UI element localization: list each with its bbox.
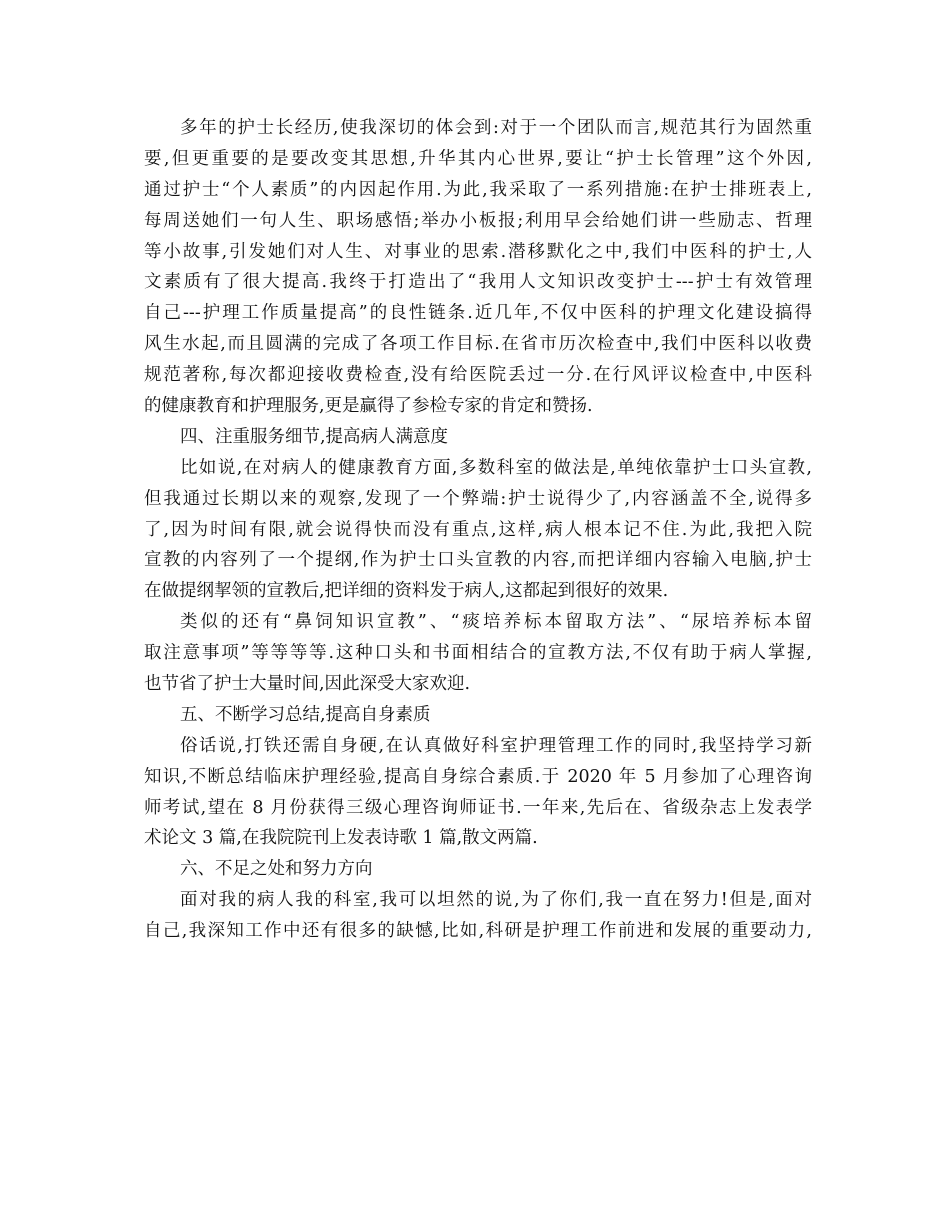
text-line: 但我通过长期以来的观察,发现了一个弊端:护士说得少了,内容涵盖不全,说得多: [144, 488, 812, 509]
text-line: 也节省了护士大量时间,因此深受大家欢迎.: [144, 674, 471, 695]
text-line: 宣教的内容列了一个提纲,作为护士口头宣教的内容,而把详细内容输入电脑,护士: [144, 550, 812, 571]
text-line: 术论文 3 篇,在我院院刊上发表诗歌 1 篇,散文两篇.: [144, 828, 538, 849]
text-line: 风生水起,而且圆满的完成了各项工作目标.在省市历次检查中,我们中医科以收费: [144, 334, 812, 355]
text-line: 俗话说,打铁还需自身硬,在认真做好科室护理管理工作的同时,我坚持学习新: [180, 735, 812, 756]
text-line: 知识,不断总结临床护理经验,提高自身综合素质.于 2020 年 5 月参加了心理咨询: [144, 766, 812, 787]
text-line: 比如说,在对病人的健康教育方面,多数科室的做法是,单纯依靠护士口头宣教,: [180, 457, 812, 478]
text-line: 类似的还有“鼻饲知识宣教”、“痰培养标本留取方法”、“尿培养标本留: [180, 612, 812, 633]
text-line: 通过护士“个人素质”的内因起作用.为此,我采取了一系列措施:在护士排班表上,: [144, 179, 812, 200]
text-line: 取注意事项”等等等等.这种口头和书面相结合的宣教方法,不仅有助于病人掌握,: [144, 643, 812, 664]
text-line: 的健康教育和护理服务,更是赢得了参检专家的肯定和赞扬.: [144, 396, 593, 417]
text-line: 要,但更重要的是要改变其思想,升华其内心世界,要让“护士长管理”这个外因,: [144, 148, 812, 169]
text-line: 在做提纲挈领的宣教后,把详细的资料发于病人,这都起到很好的效果.: [144, 581, 669, 602]
text-line: 自己---护理工作质量提高”的良性链条.近几年,不仅中医科的护理文化建设搞得: [144, 303, 812, 324]
text-line: 等小故事,引发她们对人生、对事业的思索.潜移默化之中,我们中医科的护士,人: [144, 241, 812, 262]
text-line: 了,因为时间有限,就会说得快而没有重点,这样,病人根本记不住.为此,我把入院: [144, 519, 812, 540]
text-line: 师考试,望在 8 月份获得三级心理咨询师证书.一年来,先后在、省级杂志上发表学: [144, 797, 812, 818]
text-line: 多年的护士长经历,使我深切的体会到:对于一个团队而言,规范其行为固然重: [180, 118, 812, 138]
text-line: 每周送她们一句人生、职场感悟;举办小板报;利用早会给她们讲一些励志、哲理: [144, 210, 812, 231]
text-line: 六、不足之处和努力方向: [180, 859, 373, 880]
text-line: 四、注重服务细节,提高病人满意度: [180, 426, 449, 447]
document-body: [144, 113, 812, 947]
text-line: 规范著称,每次都迎接收费检查,没有给医院丢过一分.在行风评议检查中,中医科: [144, 365, 812, 386]
text-line: 面对我的病人我的科室,我可以坦然的说,为了你们,我一直在努力!但是,面对: [180, 890, 812, 911]
text-line: 五、不断学习总结,提高自身素质: [180, 704, 431, 725]
text-line: 自己,我深知工作中还有很多的缺憾,比如,科研是护理工作前进和发展的重要动力,: [144, 921, 812, 942]
text-line: 文素质有了很大提高.我终于打造出了“我用人文知识改变护士---护士有效管理: [144, 272, 812, 293]
